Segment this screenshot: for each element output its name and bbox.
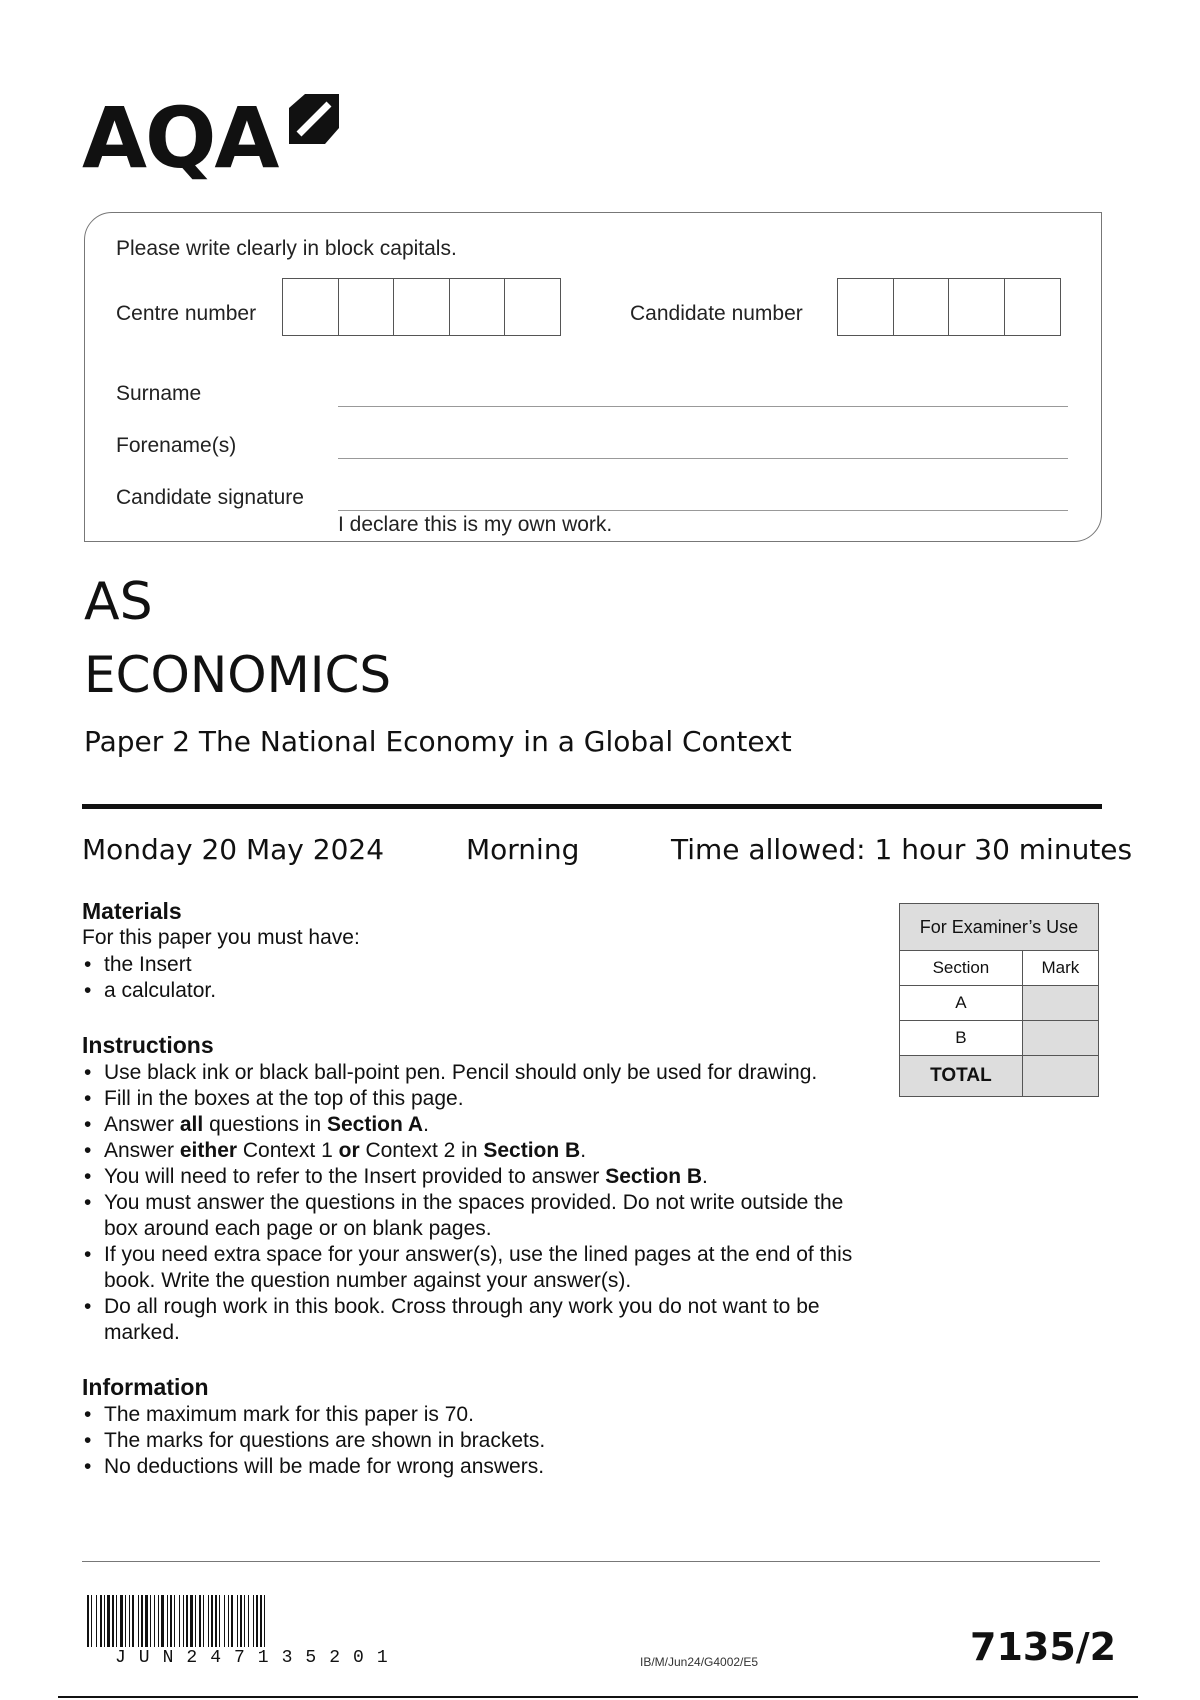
list-item: • The marks for questions are shown in brackets. <box>82 1428 882 1454</box>
centre-digit-box[interactable] <box>449 278 506 336</box>
candidate-digit-box[interactable] <box>1004 278 1061 336</box>
examiner-use-table <box>899 903 1099 1097</box>
centre-number-label: Centre number <box>116 302 257 325</box>
list-item: • the Insert <box>82 952 882 978</box>
section-b-label: B <box>900 1021 1023 1056</box>
qualification-level: AS <box>84 572 153 632</box>
paper-reference: IB/M/Jun24/G4002/E5 <box>640 1655 759 1669</box>
candidate-number-label: Candidate number <box>630 302 803 325</box>
list-item: • You must answer the questions in the spaces provided. Do not write outside the box around each page or on blank pages. <box>82 1190 882 1242</box>
forename-label: Forename(s) <box>116 434 237 457</box>
surname-line[interactable] <box>338 406 1068 407</box>
instructions-list <box>82 1060 882 1346</box>
title-divider <box>82 804 1102 809</box>
section-column-header: Section <box>900 951 1023 986</box>
list-item: • If you need extra space for your answer(s), use the lined pages at the end of this book. Write the question number against your answer(s). <box>82 1242 882 1294</box>
information-heading: Information <box>82 1374 209 1400</box>
examiner-table-heading: For Examiner’s Use <box>900 904 1099 951</box>
surname-label: Surname <box>116 382 202 405</box>
footer-divider <box>82 1561 1100 1562</box>
mark-column-header: Mark <box>1022 951 1098 986</box>
exam-session: Morning <box>466 833 580 866</box>
declaration-text: I declare this is my own work. <box>338 513 613 536</box>
candidate-number-boxes <box>837 278 1059 336</box>
centre-digit-box[interactable] <box>338 278 395 336</box>
paper-title: Paper 2 The National Economy in a Global Context <box>84 725 792 758</box>
section-a-label: A <box>900 986 1023 1021</box>
candidate-digit-box[interactable] <box>893 278 950 336</box>
list-item: • Do all rough work in this book. Cross through any work you do not want to be marked. <box>82 1294 882 1346</box>
materials-intro: For this paper you must have: <box>82 926 360 949</box>
barcode-digits: JUN247135201 <box>115 1648 401 1668</box>
materials-list <box>82 952 882 1004</box>
list-item: • The maximum mark for this paper is 70. <box>82 1402 882 1428</box>
forename-line[interactable] <box>338 458 1068 459</box>
list-item: • You will need to refer to the Insert provided to answer Section B. <box>82 1164 882 1190</box>
aqa-logo-text: AQA <box>82 89 278 187</box>
section-a-mark-cell <box>1022 986 1098 1021</box>
centre-digit-box[interactable] <box>393 278 450 336</box>
paper-code: 7135/2 <box>970 1625 1117 1669</box>
candidate-digit-box[interactable] <box>837 278 894 336</box>
barcode-icon <box>87 1595 472 1647</box>
block-capitals-instruction: Please write clearly in block capitals. <box>116 237 457 260</box>
materials-heading: Materials <box>82 898 182 924</box>
information-list <box>82 1402 882 1480</box>
exam-date: Monday 20 May 2024 <box>82 833 385 866</box>
list-item: • Fill in the boxes at the top of this page. <box>82 1086 882 1112</box>
list-item: • No deductions will be made for wrong answers. <box>82 1454 882 1480</box>
centre-digit-box[interactable] <box>282 278 339 336</box>
instructions-heading: Instructions <box>82 1032 214 1058</box>
centre-digit-box[interactable] <box>504 278 561 336</box>
list-item: • Answer either Context 1 or Context 2 in Section B. <box>82 1138 882 1164</box>
time-allowed: Time allowed: 1 hour 30 minutes <box>671 833 1133 866</box>
page-bottom-rule <box>58 1696 1138 1698</box>
list-item: • a calculator. <box>82 978 882 1004</box>
list-item: • Answer all questions in Section A. <box>82 1112 882 1138</box>
subject-title: ECONOMICS <box>84 646 392 704</box>
candidate-digit-box[interactable] <box>948 278 1005 336</box>
list-item: • Use black ink or black ball-point pen. Pencil should only be used for drawing. <box>82 1060 882 1086</box>
signature-line[interactable] <box>338 510 1068 511</box>
centre-number-boxes <box>282 278 560 336</box>
signature-label: Candidate signature <box>116 486 304 509</box>
total-mark-cell <box>1022 1056 1098 1097</box>
total-label: TOTAL <box>900 1056 1023 1097</box>
aqa-leaf-icon <box>285 90 343 148</box>
section-b-mark-cell <box>1022 1021 1098 1056</box>
